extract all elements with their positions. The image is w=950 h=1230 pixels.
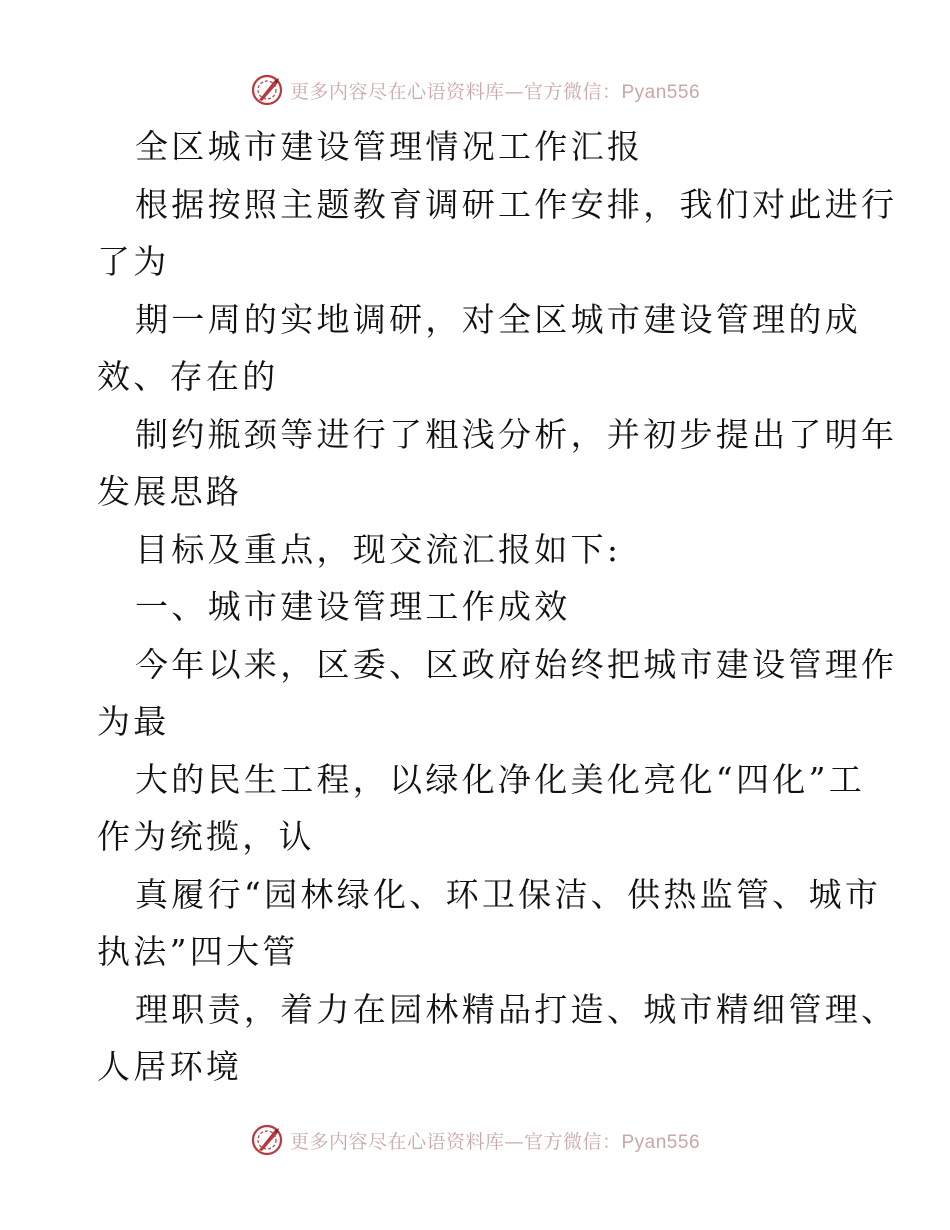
watermark-handle: Pyan556	[621, 1131, 701, 1153]
text-line: 真履行“园林绿化、环卫保洁、供热监管、城市	[135, 874, 882, 914]
quill-pen-seal-icon	[250, 1123, 284, 1157]
quill-pen-seal-icon	[250, 73, 284, 107]
text-line: 理职责，着力在园林精品打造、城市精细管理、	[135, 989, 898, 1029]
document-body	[97, 118, 898, 1096]
text-line: 了为	[97, 242, 170, 281]
text-line: 执法”四大管	[97, 932, 299, 971]
text-line: 根据按照主题教育调研工作安排，我们对此进行	[135, 184, 898, 224]
watermark-banner-bottom	[0, 1120, 950, 1160]
text-line: 为最	[97, 702, 170, 741]
text-line: 发展思路	[97, 472, 243, 511]
text-line: 制约瓶颈等进行了粗浅分析，并初步提出了明年	[135, 414, 898, 454]
text-line: 期一周的实地调研，对全区城市建设管理的成	[135, 299, 861, 339]
watermark-text: 更多内容尽在心语资料库—官方微信：	[289, 80, 622, 103]
text-line: 效、存在的	[97, 357, 279, 396]
text-line: 目标及重点，现交流汇报如下:	[135, 529, 622, 569]
text-line: 今年以来，区委、区政府始终把城市建设管理作	[135, 644, 898, 684]
watermark-handle: Pyan556	[621, 81, 701, 103]
text-line: 人居环境	[97, 1047, 243, 1086]
watermark-banner-top	[0, 70, 950, 110]
text-line: 全区城市建设管理情况工作汇报	[135, 127, 644, 166]
text-line: 作为统揽，认	[97, 817, 315, 856]
text-line: 一、城市建设管理工作成效	[135, 587, 571, 626]
watermark-text: 更多内容尽在心语资料库—官方微信：	[289, 1130, 622, 1153]
text-line: 大的民生工程，以绿化净化美化亮化“四化”工	[135, 759, 866, 799]
